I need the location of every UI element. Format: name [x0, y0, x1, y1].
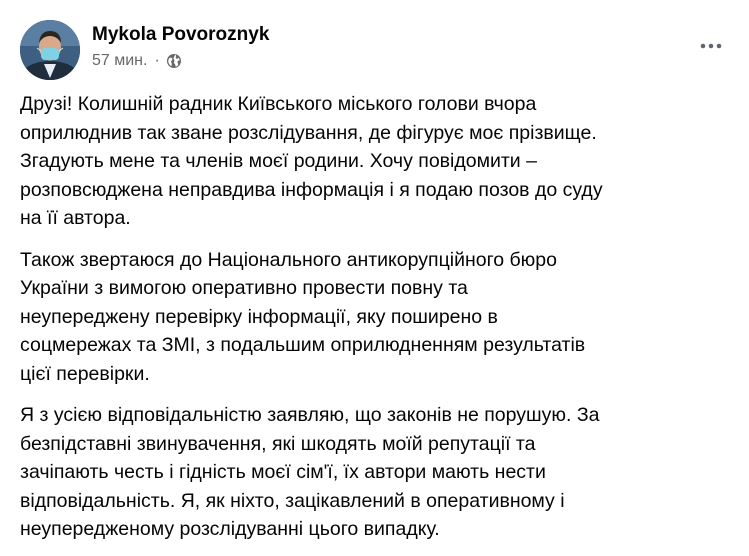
paragraph-line: Згадують мене та членів моєї родини. Хочу повідомити – [20, 150, 537, 172]
post-timestamp[interactable]: 57 мин. [92, 52, 148, 69]
globe-icon[interactable] [166, 53, 182, 69]
post-paragraph-2 [20, 246, 733, 389]
paragraph-line: Я з усією відповідальністю заявляю, що законів не порушую. За [20, 404, 600, 426]
paragraph-line: Також звертаюся до Національного антикорупційного бюро [20, 248, 558, 271]
author-name[interactable]: Mykola Povoroznyk [92, 24, 270, 45]
meta-separator: · [154, 52, 160, 69]
more-horizontal-icon [700, 43, 722, 49]
paragraph-line: на її автора. [20, 207, 131, 229]
paragraph-line: розповсюджена неправдива інформація і я подаю позов до суду [20, 178, 603, 201]
paragraph-line: оприлюднив так зване розслідування, де фігурує моє прізвище. [20, 121, 597, 144]
post-header [20, 18, 729, 80]
more-options-button[interactable] [693, 28, 729, 64]
paragraph-line: України з вимогою оперативно провести повну та [20, 277, 468, 299]
post-meta [92, 52, 182, 70]
post-body [20, 90, 733, 556]
paragraph-line: неупередженому розслідуванні цього випадку. [20, 518, 440, 540]
paragraph-line: соцмережах та ЗМІ, з подальшим оприлюдненням результатів [20, 334, 586, 356]
paragraph-line: безпідставні звинувачення, які шкодять моїй репутації та [20, 432, 536, 455]
post-paragraph-1 [20, 90, 733, 233]
paragraph-line: неупереджену перевірку інформації, яку поширено в [20, 305, 498, 328]
paragraph-line: Друзі! Колишній радник Київського міського голови вчора [20, 93, 537, 115]
post-paragraph-3 [20, 401, 733, 544]
paragraph-line: зачіпають честь і гідність моєї сім'ї, їх автори мають нести [20, 461, 546, 483]
paragraph-line: відповідальність. Я, як ніхто, зацікавлений в оперативному і [20, 489, 565, 512]
avatar-photo [20, 20, 80, 80]
paragraph-line: цієї перевірки. [20, 362, 150, 385]
author-avatar[interactable] [20, 20, 80, 80]
